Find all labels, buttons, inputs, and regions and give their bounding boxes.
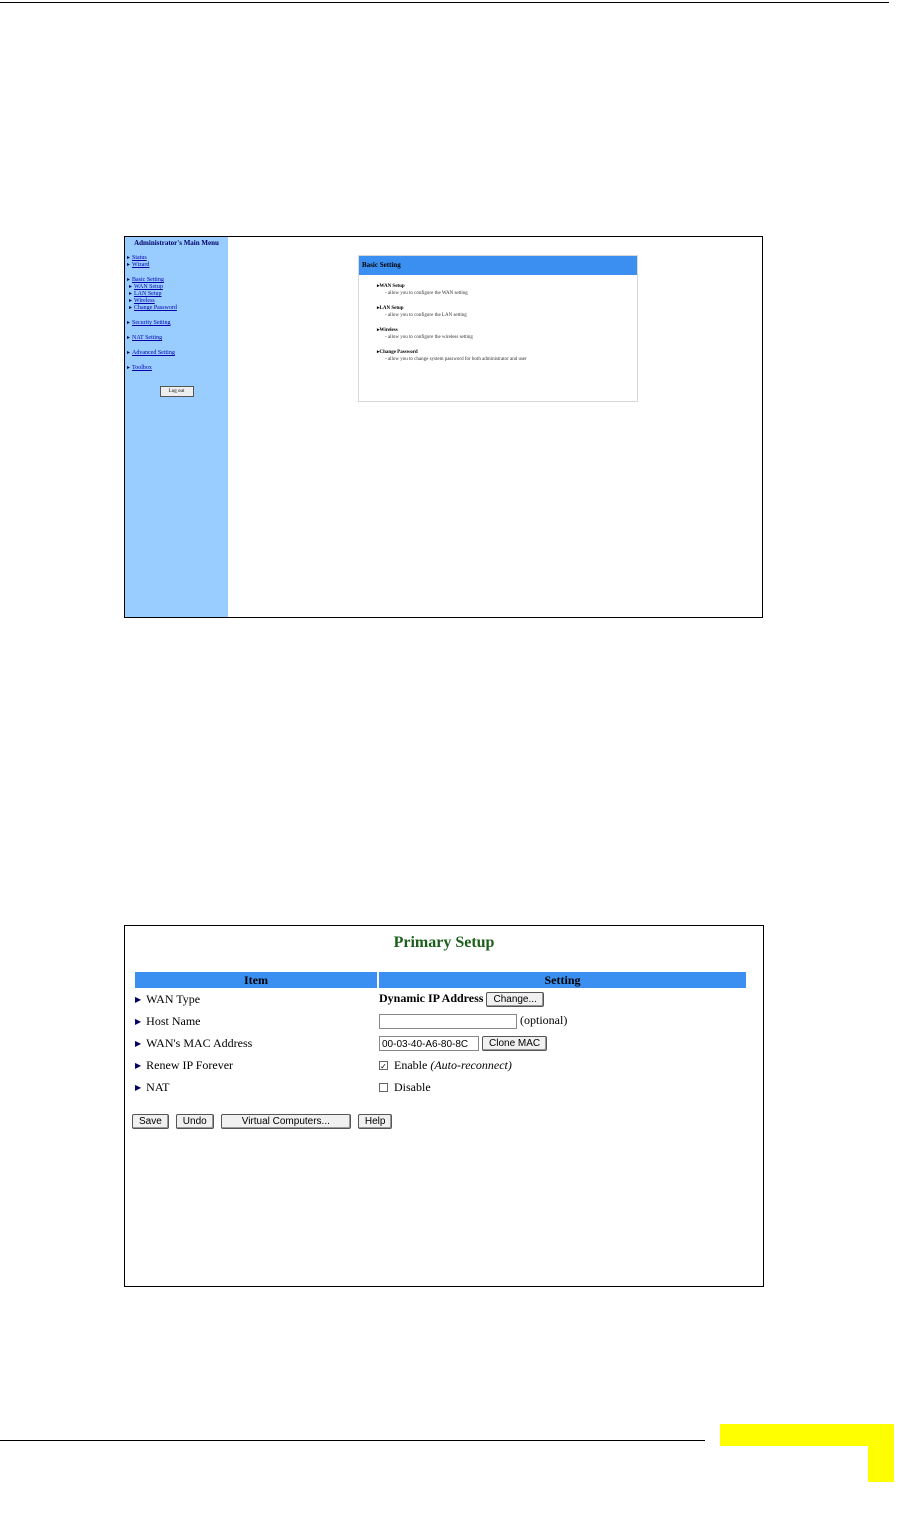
- sidebar-item-lan-setup[interactable]: ▸ LAN Setup: [125, 291, 228, 298]
- page-bottom-rule: [0, 1440, 705, 1441]
- host-name-input[interactable]: [379, 1014, 517, 1029]
- table-row: [135, 1054, 746, 1076]
- sidebar-item-wireless[interactable]: ▸ Wireless: [125, 298, 228, 305]
- help-button[interactable]: Help: [358, 1114, 393, 1129]
- mac-address-label: ▶ WAN's MAC Address: [135, 1032, 377, 1054]
- primary-setup-screenshot: [124, 925, 764, 1287]
- entry-title[interactable]: ▸ WAN Setup: [377, 283, 637, 290]
- entry-desc: - allow you to change system password for both administrator and user: [385, 357, 527, 362]
- entry-title[interactable]: ▸ Wireless: [377, 327, 637, 334]
- table-row: [135, 1076, 746, 1098]
- basic-setting-screenshot: [124, 236, 763, 618]
- panel-entry-lan: [377, 305, 637, 319]
- admin-sidebar: [125, 237, 228, 617]
- table-row: [135, 1010, 746, 1032]
- sidebar-item-basic-setting[interactable]: ▸ Basic Setting: [125, 277, 228, 284]
- save-button[interactable]: Save: [132, 1114, 169, 1129]
- sidebar-item-wan-setup[interactable]: ▸ WAN Setup: [125, 284, 228, 291]
- column-header-setting: Setting: [379, 972, 746, 988]
- renew-ip-checkbox[interactable]: ✓: [380, 1062, 387, 1072]
- logout-button[interactable]: Log out: [160, 386, 194, 397]
- undo-button[interactable]: Undo: [176, 1114, 214, 1129]
- auto-reconnect-note: (Auto-reconnect): [430, 1057, 512, 1072]
- sidebar-item-advanced-setting[interactable]: ▸ Advanced Setting: [125, 350, 228, 357]
- entry-desc: - allow you to configure the LAN setting: [385, 313, 467, 318]
- action-buttons: [132, 1112, 395, 1130]
- panel-entry-password: [377, 349, 637, 363]
- sidebar-item-nat-setting[interactable]: ▸ NAT Setting: [125, 335, 228, 342]
- renew-ip-label: ▶ Renew IP Forever: [135, 1054, 377, 1076]
- sidebar-item-change-password[interactable]: ▸ Change Password: [125, 305, 228, 312]
- page-top-rule: [0, 2, 889, 3]
- basic-setting-panel: [358, 255, 638, 402]
- host-name-label: ▶ Host Name: [135, 1010, 377, 1032]
- entry-title[interactable]: ▸ LAN Setup: [377, 305, 637, 312]
- table-row: [135, 988, 746, 1010]
- sidebar-item-status[interactable]: ▸ Status: [125, 255, 228, 262]
- column-header-item: Item: [135, 972, 377, 988]
- panel-entry-wireless: [377, 327, 637, 341]
- nat-disable-checkbox[interactable]: [379, 1083, 388, 1092]
- sidebar-item-toolbox[interactable]: ▸ Toolbox: [125, 365, 228, 372]
- nat-disable-text: Disable: [394, 1079, 431, 1094]
- wan-type-value: Dynamic IP Address: [379, 991, 484, 1006]
- virtual-computers-button[interactable]: Virtual Computers...: [221, 1114, 351, 1129]
- panel-header: Basic Setting: [359, 256, 637, 275]
- page-title: Primary Setup: [393, 934, 495, 951]
- sidebar-item-wizard[interactable]: ▸ Wizard: [125, 262, 228, 269]
- wan-type-label: ▶ WAN Type: [135, 988, 377, 1010]
- table-row: [135, 1032, 746, 1054]
- sidebar-item-security-setting[interactable]: ▸ Security Setting: [125, 320, 228, 327]
- clone-mac-button[interactable]: Clone MAC: [482, 1036, 547, 1051]
- mac-address-input[interactable]: 00-03-40-A6-80-8C: [379, 1036, 479, 1051]
- sidebar-title: Administrator's Main Menu: [134, 239, 219, 247]
- nat-label: ▶ NAT: [135, 1076, 377, 1098]
- page-corner-tab: [720, 1424, 894, 1482]
- host-name-optional-note: (optional): [520, 1013, 568, 1028]
- panel-entry-wan: [377, 283, 637, 297]
- renew-ip-enable-text: Enable: [394, 1057, 428, 1072]
- entry-desc: - allow you to configure the wireless setting: [385, 335, 473, 340]
- entry-desc: - allow you to configure the WAN setting: [385, 291, 468, 296]
- primary-setup-table: [133, 972, 748, 1098]
- tab-bar: [868, 1424, 894, 1482]
- entry-title[interactable]: ▸ Change Password: [377, 349, 637, 356]
- change-wan-type-button[interactable]: Change...: [486, 992, 543, 1007]
